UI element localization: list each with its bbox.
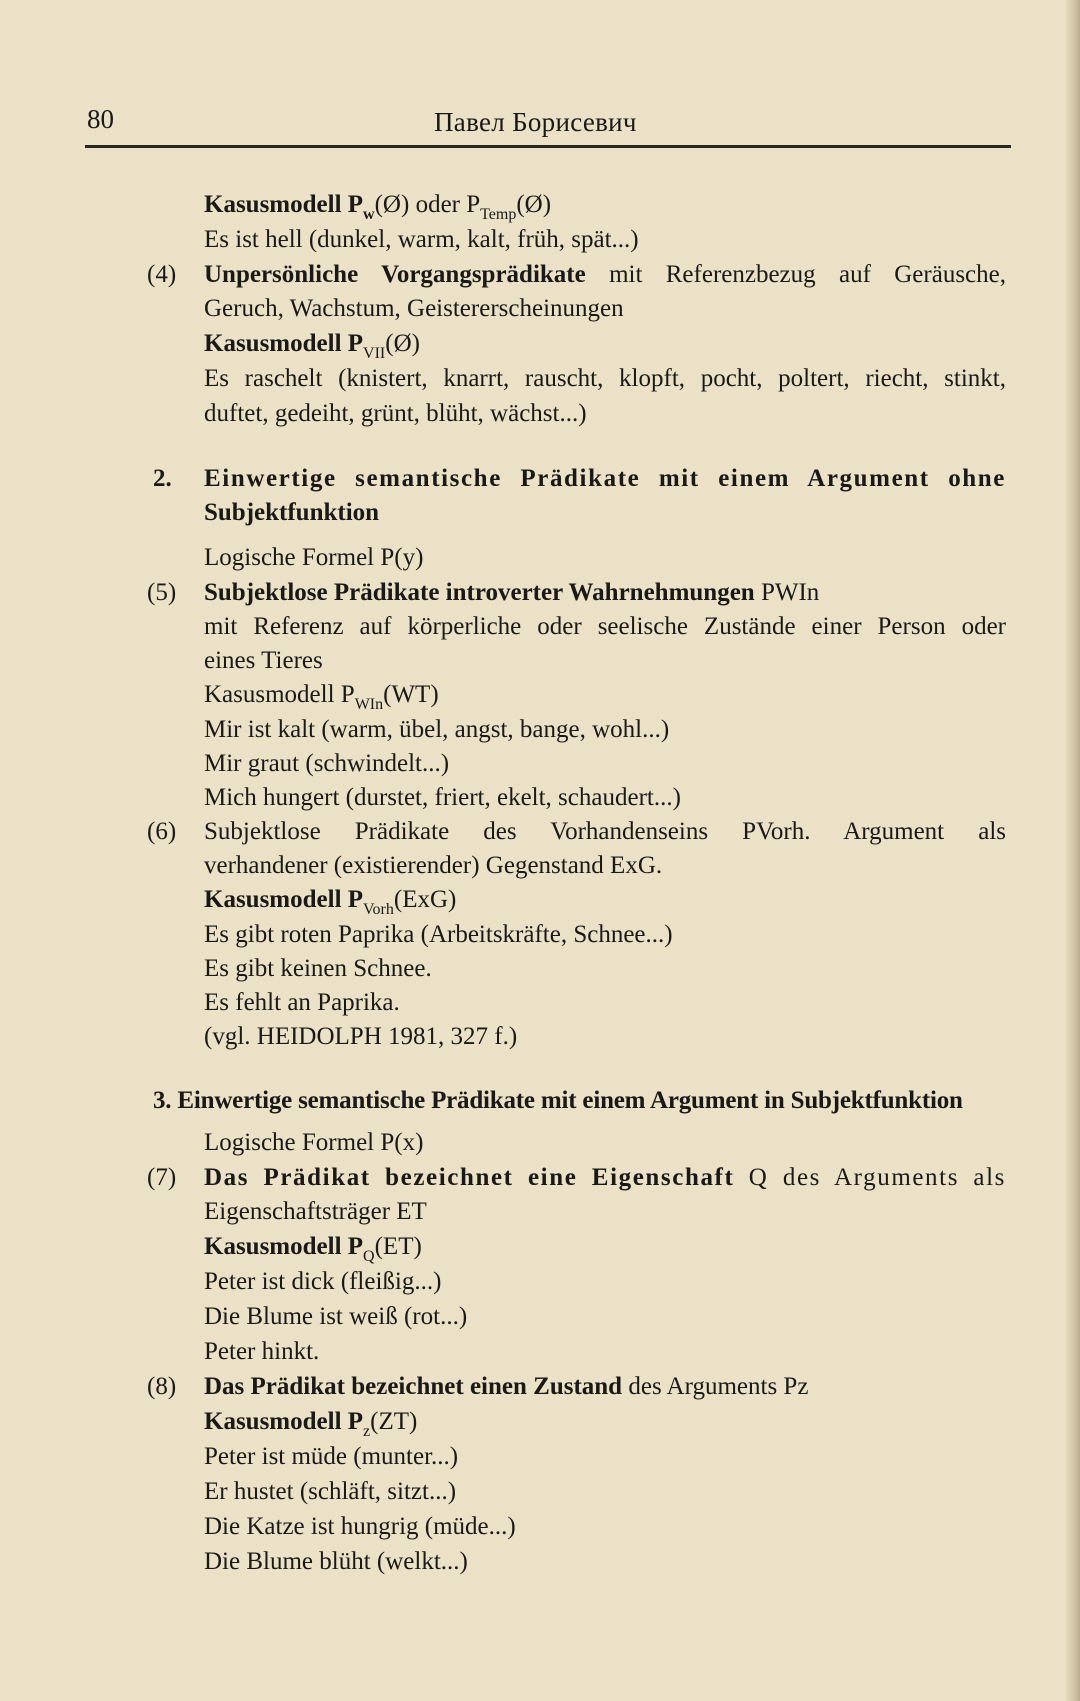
section-heading: Subjektfunktion <box>204 499 380 526</box>
kasusmodell-line <box>204 1407 418 1440</box>
item-heading-rest: Q des Arguments als <box>734 1164 1006 1191</box>
item-heading-bold: Das Prädikat bezeichnet eine Eigenschaft <box>204 1164 735 1191</box>
page-number: 80 <box>87 104 114 134</box>
example-line: Peter ist dick (fleißig...) <box>204 1268 442 1295</box>
item-label: (8) <box>147 1373 177 1400</box>
item-heading <box>204 1163 1006 1193</box>
subscript: z <box>363 1423 371 1440</box>
subscript: Vorh <box>363 901 394 918</box>
example-line: Die Katze ist hungrig (müde...) <box>204 1513 516 1540</box>
kasusmodell-text: (Ø) oder P <box>374 191 481 218</box>
subscript: WIn <box>354 696 384 713</box>
kasusmodell-label: Kasusmodell P <box>204 886 364 913</box>
section-heading: Einwertige semantische Prädikate mit einem Argument ohne <box>204 465 1006 492</box>
section-heading: 3. Einwertige semantische Prädikate mit einem Argument in Subjektfunktion <box>153 1087 963 1114</box>
example-line: Peter hinkt. <box>204 1338 320 1365</box>
subscript: VII <box>363 345 386 362</box>
kasusmodell-label: Kasusmodell P <box>204 1233 364 1260</box>
kasusmodell-label: Kasusmodell P <box>204 330 364 357</box>
example-line: Es raschelt (knistert, knarrt, rauscht, klopft, pocht, poltert, riecht, stinkt, <box>204 365 1006 392</box>
example-line: Es gibt roten Paprika (Arbeitskräfte, Schnee...) <box>204 921 673 948</box>
example-line: Mich hungert (durstet, friert, ekelt, schaudert...) <box>204 784 681 811</box>
kasusmodell-label: Kasusmodell P <box>204 1408 364 1435</box>
section-number: 2. <box>153 465 172 492</box>
kasusmodell-text: (ET) <box>374 1233 422 1260</box>
item-heading-bold: Subjektlose Prädikate introverter Wahrnehmungen <box>204 579 755 606</box>
formula-line: Logische Formel P(y) <box>204 544 424 571</box>
running-title: Павел Борисевич <box>434 107 637 137</box>
example-line: Er hustet (schläft, sitzt...) <box>204 1478 457 1505</box>
text-line: eines Tieres <box>204 647 323 674</box>
item-heading: Subjektlose Prädikate des Vorhandenseins PVorh. Argument als <box>204 818 1006 845</box>
subscript: Q <box>363 1248 375 1265</box>
example-line: Es ist hell (dunkel, warm, kalt, früh, spät...) <box>204 226 639 253</box>
kasusmodell-line <box>204 190 552 223</box>
item-heading-rest: mit Referenzbezug auf Geräusche, <box>585 261 1007 288</box>
example-line: Mir ist kalt (warm, übel, angst, bange, wohl...) <box>204 716 670 743</box>
item-label: (4) <box>147 261 177 288</box>
example-line: Es gibt keinen Schnee. <box>204 955 432 982</box>
item-heading <box>204 260 1006 290</box>
item-heading-rest: des Arguments Pz <box>622 1373 809 1400</box>
kasusmodell-text: (ExG) <box>393 886 457 913</box>
text-line: verhandener (existierender) Gegenstand ExG. <box>204 852 663 879</box>
kasusmodell-text: (ZT) <box>370 1408 418 1435</box>
item-heading <box>204 578 819 608</box>
example-line: Peter ist müde (munter...) <box>204 1443 459 1470</box>
example-line: Es fehlt an Paprika. <box>204 989 400 1016</box>
item-label: (7) <box>147 1164 177 1191</box>
citation-line: (vgl. HEIDOLPH 1981, 327 f.) <box>204 1023 518 1050</box>
kasusmodell-line <box>204 329 420 362</box>
kasusmodell-text: (Ø) <box>516 191 552 218</box>
kasusmodell-line <box>204 680 439 713</box>
example-line: Die Blume blüht (welkt...) <box>204 1548 468 1575</box>
item-heading <box>204 1372 808 1402</box>
example-line: duftet, gedeiht, grünt, blüht, wächst...) <box>204 400 587 427</box>
kasusmodell-text: (WT) <box>383 681 439 708</box>
subscript: w <box>363 206 375 223</box>
kasusmodell-label: Kasusmodell P <box>204 191 364 218</box>
text-line: mit Referenz auf körperliche oder seelische Zustände einer Person oder <box>204 613 1006 640</box>
kasusmodell-line <box>204 885 457 918</box>
kasusmodell-label: Kasusmodell P <box>204 681 355 708</box>
item-label: (5) <box>147 579 177 606</box>
item-heading-bold: Unpersönliche Vorgangsprädikate <box>204 261 586 288</box>
item-label: (6) <box>147 818 177 845</box>
text-line: Geruch, Wachstum, Geistererscheinungen <box>204 295 624 322</box>
item-heading-rest: PWIn <box>754 579 820 606</box>
formula-line: Logische Formel P(x) <box>204 1129 424 1156</box>
kasusmodell-text: (Ø) <box>385 330 420 357</box>
text-line: Eigenschaftsträger ET <box>204 1198 427 1225</box>
example-line: Mir graut (schwindelt...) <box>204 750 450 777</box>
subscript: Temp <box>480 206 517 223</box>
kasusmodell-line <box>204 1232 422 1265</box>
item-heading-bold: Das Prädikat bezeichnet einen Zustand <box>204 1373 623 1400</box>
example-line: Die Blume ist weiß (rot...) <box>204 1303 468 1330</box>
